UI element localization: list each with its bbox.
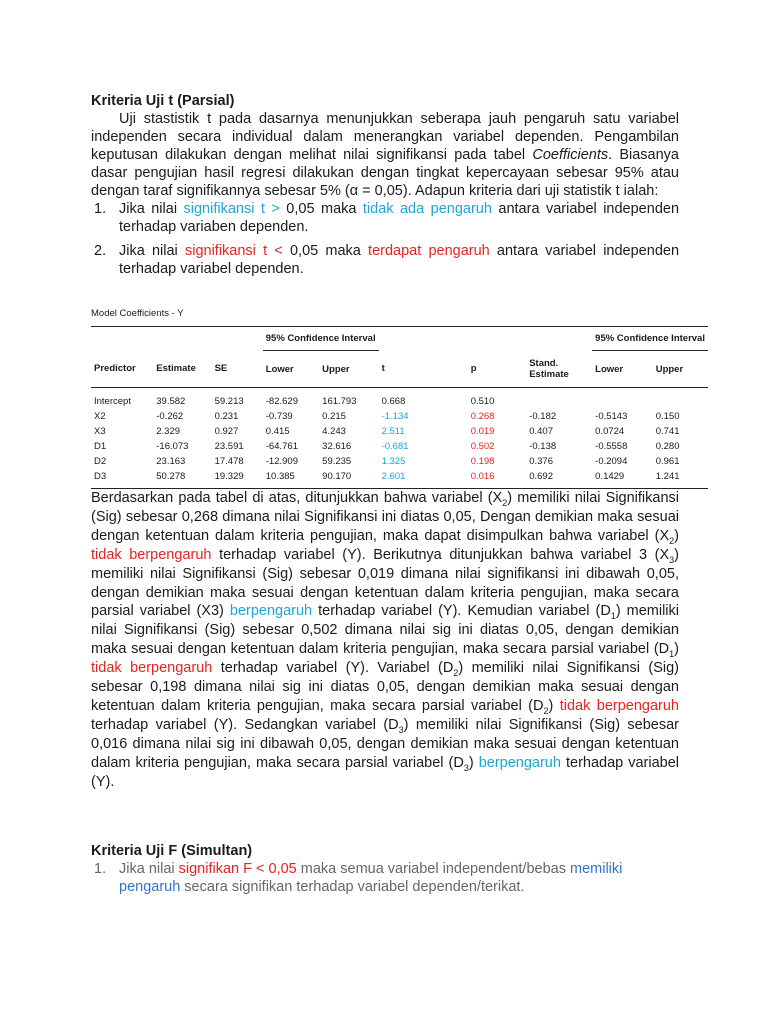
criteria-item-2: 2. Jika nilai signifikansi t < 0,05 maka terdapat pengaruh antara variabel independen terhadap variabel dependen.	[94, 243, 680, 277]
criteria-item-1: 1. Jika nilai signifikansi t > 0,05 maka tidak ada pengaruh antara variabel independen terhadap variaben dependen.	[94, 201, 680, 235]
col-predictor: Predictor	[91, 351, 153, 388]
analysis-paragraph: Berdasarkan pada tabel di atas, ditunjukkan bahwa variabel $(X_2)$ memiliki nilai Signifikansi (Sig) sebesar 0,268 dimana nilai Signifikansi ini diatas 0,05, Dengan demikian maka sesuai dengan ketentuan dalam kriteria pengujian, maka dapat disimpulkan bahwa variabel $(X_2)$ tidak berpengaruh terhadap variabel (Y). Berikutnya ditunjukkan bahwa variabel 3 $(X_3)$ memiliki nilai Signifikansi (Sig) sebesar 0,019 dimana nilai signifikansi ini dibawah 0,05, dengan demikian maka sesuai dengan ketentuan dalam kriteria pengujian, maka secara parsial variabel (X3) berpengaruh terhadap variabel (Y). Kemudian variabel $(D_1)$ memiliki nilai Signifikansi (Sig) sebesar 0,502 dimana nilai sig ini diatas 0,05, dengan demikian maka sesuai dengan ketentuan dalam kriteria pengujian, maka secara parsial variabel $(D_1)$ tidak berpengaruh terhadap variabel (Y). Variabel $(D_2)$ memiliki nilai Signifikansi (Sig) sebesar 0,198 dimana nilai sig ini diatas 0,05, dengan demikian maka sesuai dengan ketentuan dalam kriteria pengujian, maka secara parsial variabel $(D_2)$ tidak berpengaruh terhadap variabel (Y). Sedangkan variabel $(D_3)$ memiliki nilai Signifikansi (Sig) sebesar 0,016 dimana nilai sig ini dibawah 0,05, dengan demikian maka sesuai dengan ketentuan dalam kriteria pengujian, maka secara parsial variabel $(D_3)$ berpengaruh terhadap variabel (Y).	[91, 490, 680, 790]
table-row: Intercept 39.582 59.213 -82.629 161.793 0.668 0.510	[94, 396, 495, 407]
col-stand-estimate: Stand. Estimate	[526, 351, 592, 388]
ci-header-1: 95% Confidence Interval	[263, 327, 379, 351]
col-t: t	[379, 351, 468, 388]
table-row: D2 23.163 17.478 -12.909 59.235 1.325 0.198 0.376 -0.2094 0.961	[94, 456, 680, 467]
section-t-heading: Kriteria Uji t (Parsial)	[91, 93, 235, 109]
coefficients-table	[91, 326, 708, 489]
col-se: SE	[212, 351, 263, 388]
section-t-intro: Uji stastistik t pada dasarnya menunjukkan seberapa jauh pengaruh satu variabel independen secara individual dalam menerangkan variabel dependen. Pengambilan keputusan dilakukan dengan melihat nilai signifikansi pada tabel Coefficients. Biasanya dasar pengujian hasil regresi dilakukan dengan tingkat kepercayaan sebesar 95% atau dengan taraf signifikannya sebesar 5% (α = 0,05). Adapun kriteria dari uji statistik t ialah:	[91, 111, 679, 199]
f-criteria-item-1: 1. Jika nilai signifikan F < 0,05 maka semua variabel independent/bebas memiliki pengaruh secara signifikan terhadap variabel dependen/terikat.	[94, 860, 623, 895]
col-std-upper: Upper	[653, 351, 708, 388]
col-p: p	[468, 351, 527, 388]
col-std-lower: Lower	[592, 351, 653, 388]
table-row: D1 -16.073 23.591 -64.761 32.616 -0.681 0.502 -0.138 -0.5558 0.280	[94, 441, 680, 452]
ci-header-2: 95% Confidence Interval	[592, 327, 708, 351]
table-row: X3 2.329 0.927 0.415 4.243 2.511 0.019 0.407 0.0724 0.741	[94, 426, 680, 437]
col-upper: Upper	[319, 351, 378, 388]
page-content	[91, 92, 705, 896]
table-row: X2 -0.262 0.231 -0.739 0.215 -1.134 0.268 -0.182 -0.5143 0.150	[94, 411, 680, 422]
table-caption: Model Coefficients - Y	[91, 308, 184, 319]
table-row: D3 50.278 19.329 10.385 90.170 2.601 0.016 0.692 0.1429 1.241	[91, 469, 708, 489]
coefficients-table-block	[91, 308, 705, 489]
section-f-heading: Kriteria Uji F (Simultan)	[91, 842, 253, 859]
col-estimate: Estimate	[153, 351, 211, 388]
col-lower: Lower	[263, 351, 319, 388]
